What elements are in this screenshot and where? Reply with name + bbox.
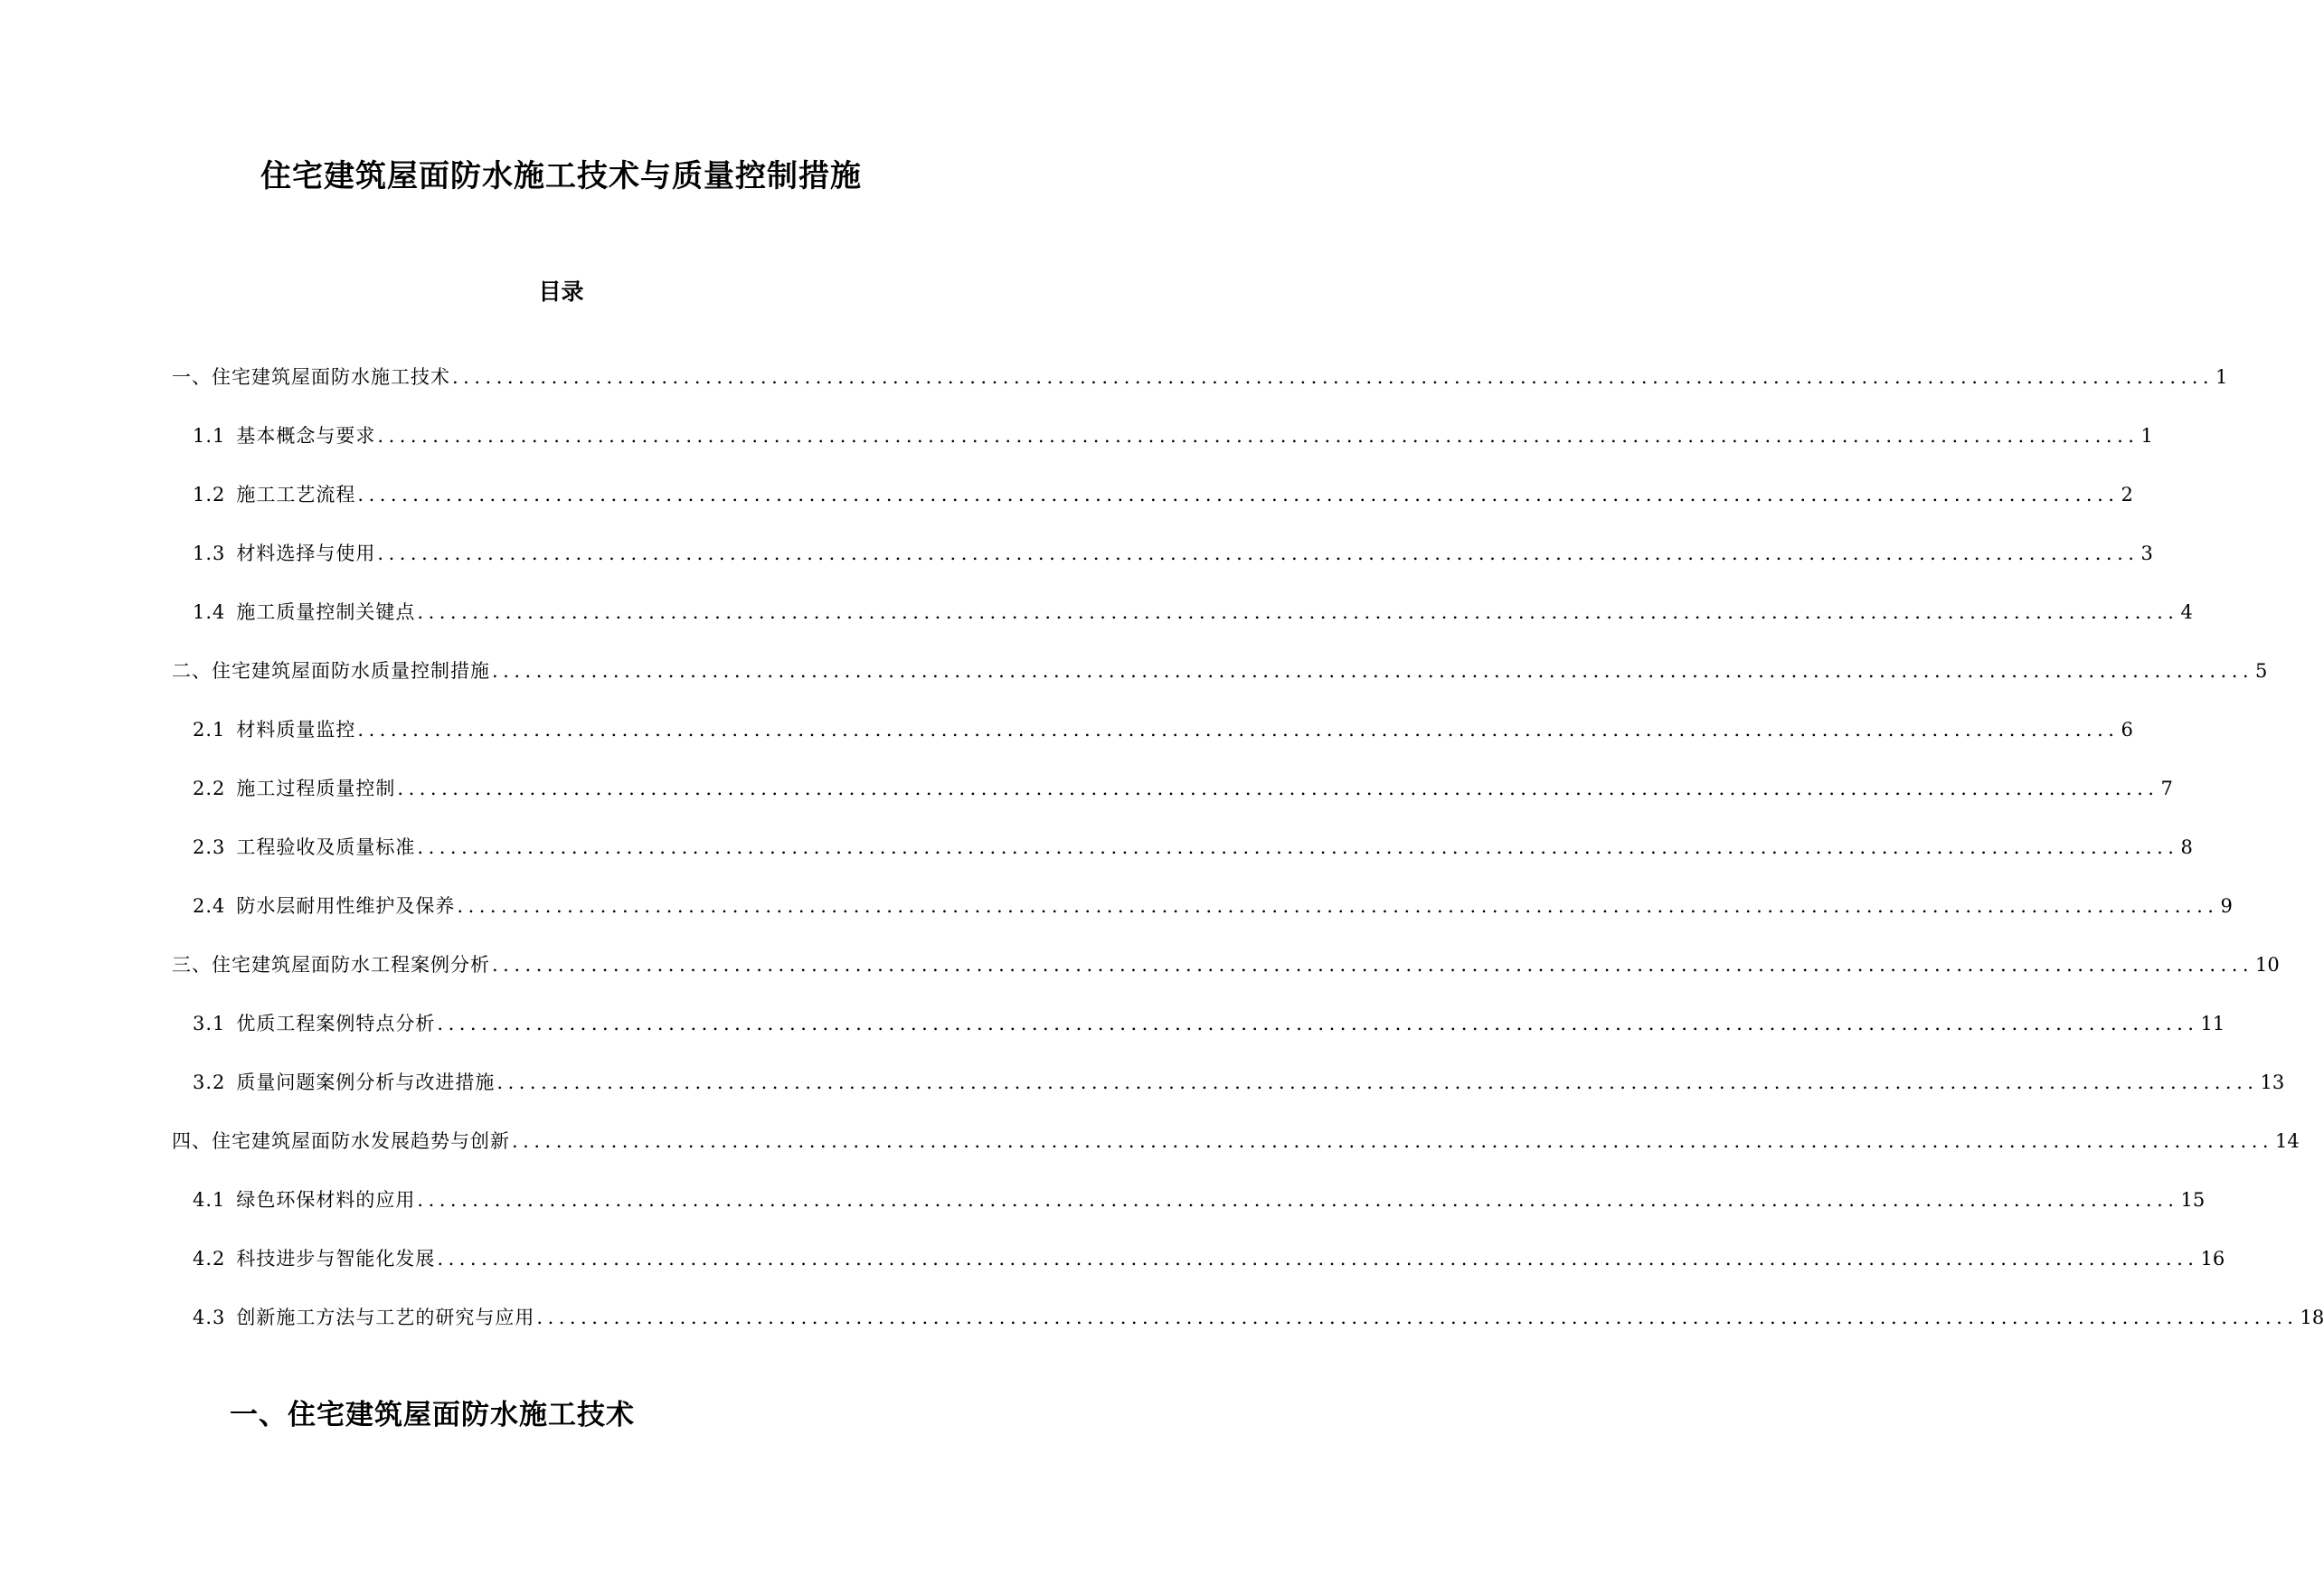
toc-entry-label: 三、住宅建筑屋面防水工程案例分析 [172, 953, 490, 976]
toc-dot-leader: ................................................................................................................................................................ [417, 1188, 2179, 1211]
toc-entry-number: 2.4 [193, 894, 226, 917]
toc-entry-number: 2.1 [193, 718, 226, 741]
toc-page-number: 15 [2180, 1188, 2206, 1211]
toc-section-entry[interactable] [0, 1053, 2285, 1111]
toc-dot-leader: ................................................................................................................................................................ [457, 894, 2219, 917]
toc-entry-number: 3.2 [193, 1071, 226, 1093]
toc-entry-title [193, 716, 355, 743]
toc-entry-number: 3.1 [193, 1012, 226, 1034]
toc-chapter-entry[interactable] [0, 347, 2228, 406]
toc-entry-label: 基本概念与要求 [236, 424, 376, 447]
toc-entry-label: 绿色环保材料的应用 [236, 1188, 416, 1211]
toc-entry-title [193, 892, 455, 920]
toc-page-number: 7 [2160, 777, 2173, 799]
toc-entry-title [193, 422, 375, 449]
toc-page-number: 10 [2255, 953, 2280, 976]
toc-section-entry[interactable] [0, 1229, 2225, 1288]
toc-dot-leader: ................................................................................................................................................................ [437, 1012, 2199, 1034]
toc-entry-title [172, 363, 450, 391]
toc-entry-label: 材料质量监控 [236, 718, 356, 741]
toc-entry-title [193, 834, 415, 861]
toc-page-number: 5 [2255, 659, 2268, 682]
toc-entry-number: 4.3 [193, 1306, 226, 1328]
toc-entry-label: 防水层耐用性维护及保养 [236, 894, 456, 917]
toc-entry-label: 二、住宅建筑屋面防水质量控制措施 [172, 659, 490, 682]
document-title: 住宅建筑屋面防水施工技术与质量控制措施 [260, 157, 862, 194]
toc-chapter-entry[interactable] [0, 1111, 2300, 1170]
toc-page-number: 2 [2121, 483, 2133, 505]
toc-page-number: 16 [2200, 1247, 2225, 1270]
toc-entry-label: 工程验收及质量标准 [236, 835, 416, 858]
toc-entry-title [172, 657, 490, 684]
toc-dot-leader: ................................................................................................................................................................ [512, 1129, 2274, 1152]
toc-section-entry[interactable] [0, 406, 2153, 465]
toc-entry-label: 施工工艺流程 [236, 483, 356, 505]
toc-page-number: 14 [2275, 1129, 2300, 1152]
toc-entry-number: 2.3 [193, 835, 226, 858]
toc-entry-label: 材料选择与使用 [236, 542, 376, 564]
toc-entry-label: 优质工程案例特点分析 [236, 1012, 436, 1034]
toc-dot-leader: ................................................................................................................................................................ [452, 365, 2215, 388]
toc-dot-leader: ................................................................................................................................................................ [357, 718, 2120, 741]
toc-entry-title [193, 1186, 415, 1213]
toc-page-number: 1 [2140, 424, 2153, 447]
toc-entry-label: 施工过程质量控制 [236, 777, 396, 799]
toc-entry-title [193, 599, 415, 626]
toc-section-entry[interactable] [0, 876, 2233, 935]
toc-page-number: 18 [2300, 1306, 2324, 1328]
toc-page-number: 4 [2180, 600, 2193, 623]
toc-entry-title [193, 1304, 534, 1331]
toc-page-number: 1 [2215, 365, 2228, 388]
toc-dot-leader: ................................................................................................................................................................ [377, 542, 2140, 564]
section-heading: 一、住宅建筑屋面防水施工技术 [230, 1398, 635, 1431]
table-of-contents [0, 347, 2324, 1346]
toc-entry-number: 1.2 [193, 483, 226, 505]
toc-section-entry[interactable] [0, 817, 2193, 876]
toc-heading: 目录 [538, 278, 584, 305]
toc-section-entry[interactable] [0, 994, 2225, 1053]
toc-entry-title [172, 951, 490, 978]
toc-entry-label: 创新施工方法与工艺的研究与应用 [236, 1306, 535, 1328]
toc-entry-number: 1.4 [193, 600, 226, 623]
toc-chapter-entry[interactable] [0, 641, 2268, 700]
toc-entry-label: 一、住宅建筑屋面防水施工技术 [172, 365, 450, 388]
toc-section-entry[interactable] [0, 700, 2133, 759]
toc-entry-title [193, 1069, 495, 1096]
toc-page-number: 9 [2220, 894, 2233, 917]
toc-entry-number: 2.2 [193, 777, 226, 799]
toc-dot-leader: ................................................................................................................................................................ [496, 1071, 2259, 1093]
toc-entry-title [172, 1128, 510, 1155]
toc-dot-leader: ................................................................................................................................................................ [357, 483, 2120, 505]
toc-page-number: 3 [2140, 542, 2153, 564]
toc-entry-label: 施工质量控制关键点 [236, 600, 416, 623]
toc-entry-title [193, 775, 395, 802]
toc-dot-leader: ................................................................................................................................................................ [492, 953, 2254, 976]
toc-dot-leader: ................................................................................................................................................................ [536, 1306, 2299, 1328]
toc-entry-title [193, 1010, 435, 1037]
toc-section-entry[interactable] [0, 465, 2133, 524]
toc-entry-label: 质量问题案例分析与改进措施 [236, 1071, 496, 1093]
toc-dot-leader: ................................................................................................................................................................ [492, 659, 2254, 682]
toc-section-entry[interactable] [0, 1170, 2206, 1229]
toc-entry-title [193, 1245, 435, 1272]
toc-entry-number: 1.1 [193, 424, 226, 447]
toc-dot-leader: ................................................................................................................................................................ [437, 1247, 2199, 1270]
toc-page-number: 13 [2260, 1071, 2285, 1093]
toc-entry-number: 4.1 [193, 1188, 226, 1211]
toc-page-number: 8 [2180, 835, 2193, 858]
toc-entry-label: 科技进步与智能化发展 [236, 1247, 436, 1270]
toc-entry-number: 4.2 [193, 1247, 226, 1270]
toc-dot-leader: ................................................................................................................................................................ [417, 835, 2179, 858]
toc-entry-label: 四、住宅建筑屋面防水发展趋势与创新 [172, 1129, 510, 1152]
toc-section-entry[interactable] [0, 582, 2193, 641]
toc-dot-leader: ................................................................................................................................................................ [377, 424, 2140, 447]
toc-page-number: 6 [2121, 718, 2133, 741]
toc-entry-title [193, 540, 375, 567]
toc-chapter-entry[interactable] [0, 935, 2280, 994]
toc-section-entry[interactable] [0, 759, 2173, 817]
toc-dot-leader: ................................................................................................................................................................ [417, 600, 2179, 623]
toc-section-entry[interactable] [0, 524, 2153, 582]
toc-page-number: 11 [2200, 1012, 2225, 1034]
toc-section-entry[interactable] [0, 1288, 2324, 1346]
toc-dot-leader: ................................................................................................................................................................ [397, 777, 2159, 799]
toc-entry-number: 1.3 [193, 542, 226, 564]
toc-entry-title [193, 481, 355, 508]
